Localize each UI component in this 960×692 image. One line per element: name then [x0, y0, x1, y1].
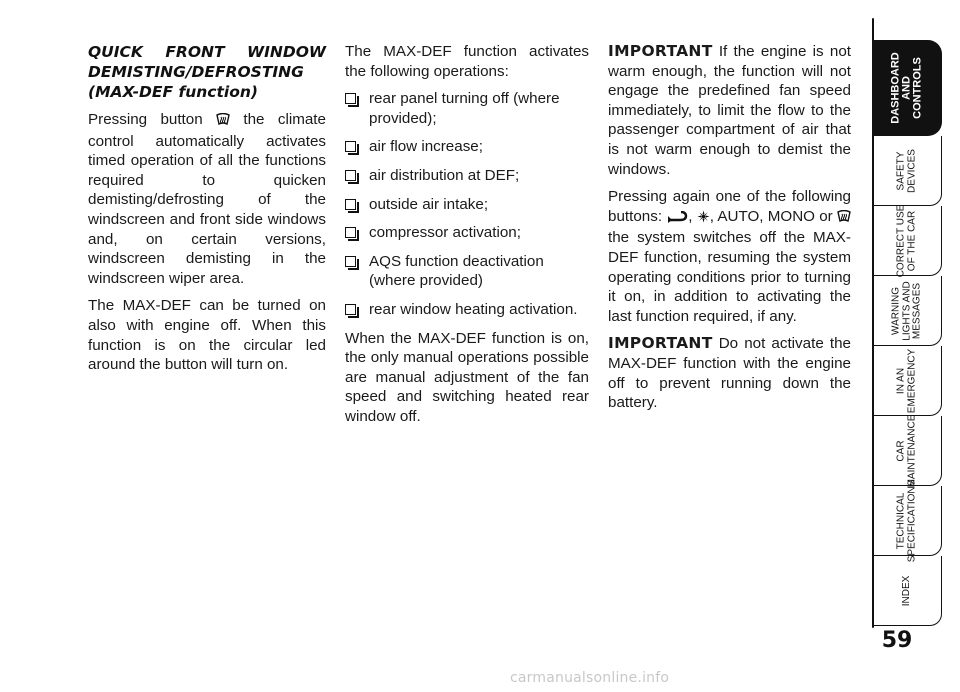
tab-warning-lights[interactable]	[872, 276, 942, 346]
recirculation-icon	[666, 209, 688, 229]
paragraph: When the MAX-DEF function is on, the only manual operations possible are manual adjustment of the fan speed and switching heated rear window off.	[345, 329, 589, 425]
tab-index[interactable]	[872, 556, 942, 626]
list-item-text: rear panel turning off (where provided);	[369, 90, 560, 127]
list-item	[345, 137, 589, 157]
paragraph-text: Pressing button	[88, 111, 203, 128]
tab-dashboard-and-controls[interactable]	[872, 40, 942, 136]
paragraph	[88, 110, 326, 288]
list-item	[345, 166, 589, 186]
checkbox-bullet-icon	[345, 93, 356, 104]
column-2	[345, 42, 589, 435]
windscreen-defrost-icon	[216, 112, 230, 132]
paragraph-text: the system switches off the MAX-DEF function, resuming the system operating conditions prior to turning it on, in addition to activating the last function required, if any.	[608, 229, 851, 325]
list-item	[345, 252, 589, 291]
checkbox-bullet-icon	[345, 199, 356, 210]
section-heading: QUICK FRONT WINDOW DEMISTING/DEFROSTING (MAX-DEF function)	[88, 43, 326, 101]
paragraph-text: Do not activate the MAX-DEF function with the engine off to prevent running down the battery.	[608, 335, 851, 412]
fan-icon	[697, 209, 710, 229]
paragraph: The MAX-DEF function activates the following operations:	[345, 43, 589, 80]
paragraph	[608, 334, 851, 412]
list-item-text: compressor activation;	[369, 224, 521, 242]
checkbox-bullet-icon	[345, 227, 356, 238]
tab-technical-specifications[interactable]	[872, 479, 942, 562]
tab-correct-use[interactable]	[872, 206, 942, 276]
checkbox-bullet-icon	[345, 170, 356, 181]
paragraph-text: Pressing again one of the following buttons:	[608, 188, 851, 225]
paragraph-text: the climate control automatically activates timed operation of all the functions required to quicken demisting/defrosting of the windscreen and front side windows and, on certain versions, windscreen demisting in the windscreen wiper area.	[88, 111, 326, 287]
tab-label: TECHNICAL SPECIFICATIONS	[895, 479, 917, 562]
list-item-text: AQS function deactivation (where provided)	[369, 252, 544, 290]
tab-in-an-emergency[interactable]	[872, 346, 942, 416]
page-number: 59	[881, 628, 913, 653]
column-3	[608, 42, 851, 421]
operations-list	[345, 89, 589, 319]
tab-car-maintenance[interactable]	[872, 416, 942, 486]
tab-safety-devices[interactable]	[872, 136, 942, 206]
checkbox-bullet-icon	[345, 256, 356, 267]
important-label: IMPORTANT	[608, 334, 713, 353]
tab-label: SAFETY DEVICES	[895, 148, 917, 193]
important-label: IMPORTANT	[608, 42, 713, 60]
tab-label: INDEX	[900, 575, 912, 606]
paragraph: Pressing again one of the following buttons: , , AUTO, MONO or the system switches off the MAX-DEF function, resuming the system operating conditions prior to turning it on, in addition to activating the last function required, if any.	[608, 188, 851, 325]
list-item-text: air flow increase;	[369, 138, 483, 156]
tab-label: CORRECT USE OF THE CAR	[895, 204, 917, 277]
tab-label: WARNING LIGHTS AND MESSAGES	[889, 280, 922, 341]
paragraph-text: , AUTO, MONO or	[709, 207, 833, 225]
paragraph: The MAX-DEF can be turned on also with engine off. When this function is on the circular led around the button will turn on.	[88, 297, 326, 374]
chapter-sidebar	[868, 18, 960, 692]
windscreen-defrost-icon	[837, 209, 851, 229]
tab-label: CAR MAINTENANCE	[895, 414, 917, 487]
checkbox-bullet-icon	[345, 304, 356, 315]
list-item	[345, 195, 589, 215]
paragraph-text: If the engine is not warm enough, the function will not engage the predefined fan speed immediately, to limit the flow to the passenger compartment of air that is not warm enough to demist the windows.	[608, 43, 851, 178]
checkbox-bullet-icon	[345, 141, 356, 152]
list-item-text: rear window heating activation.	[369, 300, 578, 318]
tab-label: IN AN EMERGENCY	[895, 348, 917, 413]
list-item-text: air distribution at DEF;	[369, 166, 520, 184]
list-item	[345, 300, 589, 320]
column-1	[88, 42, 326, 383]
list-item	[345, 89, 589, 128]
watermark: carmanualsonline.info	[510, 670, 670, 686]
tab-label: DASHBOARD AND CONTROLS	[889, 51, 923, 124]
list-item-text: outside air intake;	[369, 195, 489, 213]
list-item	[345, 223, 589, 243]
paragraph	[608, 42, 851, 179]
